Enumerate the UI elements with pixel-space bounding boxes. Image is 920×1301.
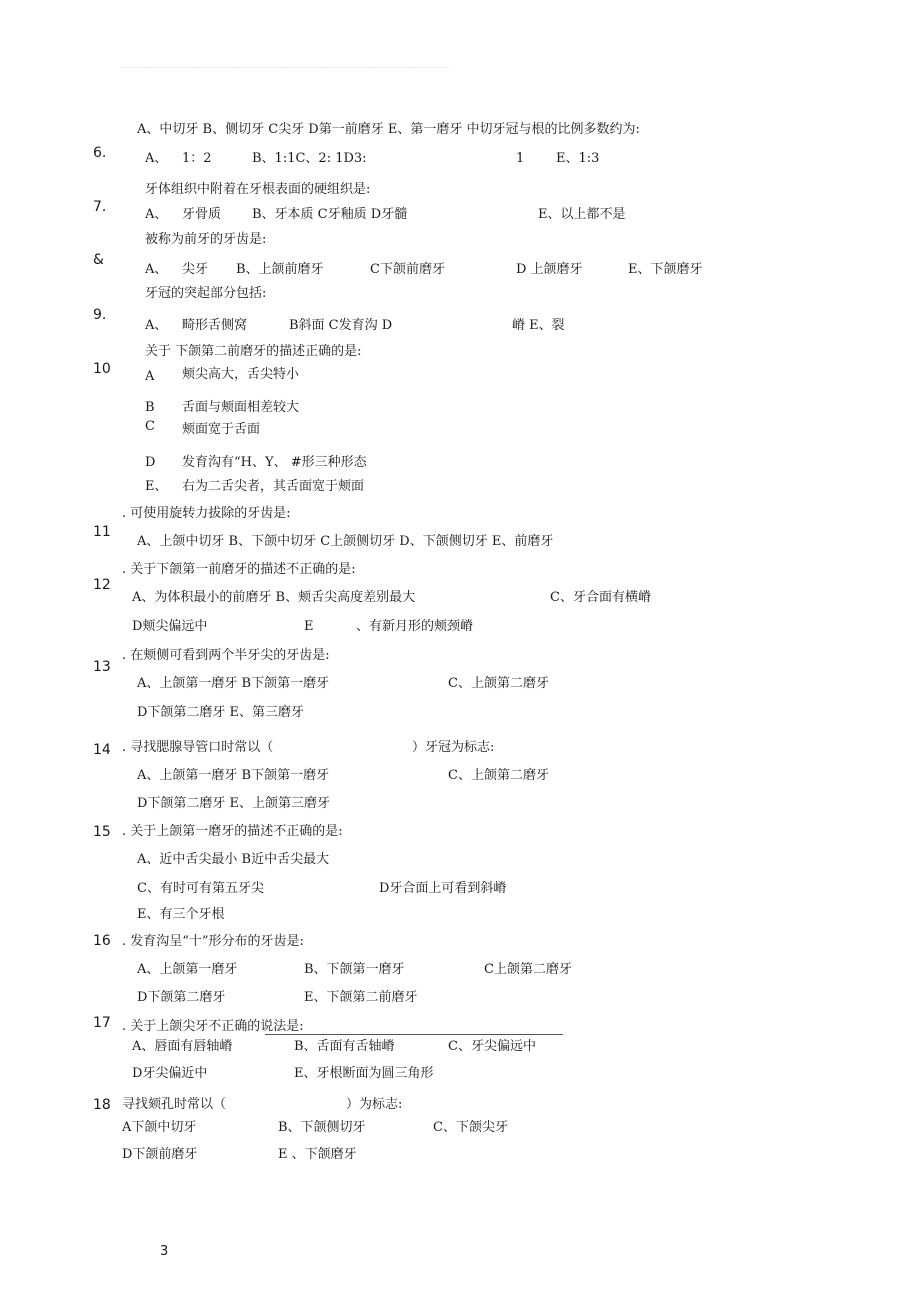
text-line: C bbox=[145, 419, 155, 434]
text-line: D下颌第二磨牙 E、上颌第三磨牙 bbox=[137, 796, 331, 811]
text-line: C、牙合面有横嵴 bbox=[550, 590, 651, 605]
text-line: 被称为前牙的牙齿是: bbox=[145, 232, 267, 247]
question-number: 18 bbox=[93, 1097, 111, 1113]
text-line: B、下颌侧切牙 bbox=[278, 1120, 366, 1135]
text-line: D bbox=[145, 455, 156, 470]
question-number: & bbox=[93, 252, 104, 268]
text-line: 颊尖高大，舌尖特小 bbox=[182, 367, 300, 382]
text-line: A、上颌第一磨牙 B下颌第一磨牙 bbox=[137, 676, 330, 691]
text-line: E、以上都不是 bbox=[538, 207, 626, 222]
text-line: 牙冠的突起部分包括: bbox=[145, 286, 267, 301]
text-line: B斜面 C发育沟 D bbox=[289, 318, 393, 333]
text-line: . 寻找腮腺导管口时常以（ bbox=[122, 740, 274, 755]
text-line: 畸形舌侧窝 bbox=[182, 318, 248, 333]
text-line: E、 bbox=[145, 479, 168, 494]
text-line: 舌面与颊面相差较大 bbox=[182, 400, 300, 415]
text-line: A、上颌第一磨牙 bbox=[137, 962, 238, 977]
text-line: A、 bbox=[145, 151, 168, 166]
text-line: . 关于下颌第一前磨牙的描述不正确的是: bbox=[122, 562, 356, 577]
text-line: E、下颌第二前磨牙 bbox=[304, 990, 418, 1005]
text-line: . 可使用旋转力拔除的牙齿是: bbox=[122, 506, 291, 521]
text-line: B bbox=[145, 400, 155, 415]
question-number: 13 bbox=[93, 659, 111, 675]
question-number: 15 bbox=[93, 824, 111, 840]
text-line: 牙骨质 bbox=[182, 207, 222, 222]
text-line: E bbox=[304, 619, 314, 634]
text-line: B、上颌前磨牙 bbox=[236, 262, 324, 277]
text-line: A、为体积最小的前磨牙 B、颊舌尖高度差别最大 bbox=[132, 590, 416, 605]
text-line: B、下颌第一磨牙 bbox=[304, 962, 405, 977]
text-line: E、牙根断面为圆三角形 bbox=[294, 1066, 434, 1081]
text-line: 寻找颏孔时常以（ bbox=[122, 1097, 227, 1112]
text-line: C、有时可有第五牙尖 bbox=[137, 881, 264, 896]
question-number: 12 bbox=[93, 577, 111, 593]
text-line: D下颌第二磨牙 bbox=[137, 990, 226, 1005]
text-line: A、唇面有唇轴嵴 bbox=[132, 1039, 233, 1054]
text-line: ）牙冠为标志: bbox=[412, 740, 495, 755]
question-number: 6. bbox=[93, 145, 107, 161]
text-line: . 关于上颌尖牙不正确的说法是: bbox=[122, 1019, 304, 1034]
question-number: 9. bbox=[93, 307, 107, 323]
text-line: 、有新月形的颊颈嵴 bbox=[356, 619, 474, 634]
text-line: 尖牙 bbox=[182, 262, 209, 277]
text-line: C、牙尖偏远中 bbox=[448, 1039, 536, 1054]
text-line: . 发育沟呈“十”形分布的牙齿是: bbox=[122, 934, 304, 949]
question-number: 10 bbox=[93, 361, 111, 377]
question-number: 14 bbox=[93, 742, 111, 758]
text-line: 颊面宽于舌面 bbox=[182, 422, 261, 437]
text-line: D下颌前磨牙 bbox=[122, 1147, 198, 1162]
text-line: 右为二舌尖者，其舌面宽于颊面 bbox=[182, 479, 365, 494]
text-line: C、下颌尖牙 bbox=[433, 1120, 508, 1135]
page-header-text: ……………………………………………………………………………………………………………………………………………………………… bbox=[120, 64, 450, 70]
text-line: A、 bbox=[145, 318, 168, 333]
text-line: 牙体组织中附着在牙根表面的硬组织是: bbox=[145, 182, 371, 197]
text-line: E、下颌磨牙 bbox=[628, 262, 703, 277]
question-number: 16 bbox=[93, 933, 111, 949]
text-line: A、上颌中切牙 B、下颌中切牙 C上颌侧切牙 D、下颌侧切牙 E、前磨牙 bbox=[137, 534, 554, 549]
text-line: C下颌前磨牙 bbox=[370, 262, 445, 277]
text-line: C上颌第二磨牙 bbox=[484, 962, 572, 977]
text-line: . 在颊侧可看到两个半牙尖的牙齿是: bbox=[122, 648, 330, 663]
text-line: A、近中舌尖最小 B近中舌尖最大 bbox=[137, 852, 330, 867]
text-line: 关于 下颌第二前磨牙的描述正确的是: bbox=[145, 344, 362, 359]
question-number: 17 bbox=[93, 1015, 111, 1031]
text-line: 嵴 E、裂 bbox=[512, 318, 565, 333]
text-line: B、1:1C、2: 1D3: bbox=[252, 151, 367, 166]
text-line: D下颌第二磨牙 E、第三磨牙 bbox=[137, 705, 305, 720]
text-line: D牙合面上可看到斜嵴 bbox=[379, 881, 507, 896]
text-line: 1 bbox=[516, 151, 525, 166]
text-line: A、 bbox=[145, 207, 168, 222]
text-line: C、上颌第二磨牙 bbox=[448, 768, 549, 783]
text-line: B、舌面有舌轴嵴 bbox=[294, 1039, 395, 1054]
text-line: E、有三个牙根 bbox=[137, 907, 225, 922]
text-line: A bbox=[145, 369, 155, 384]
text-line: D 上颌磨牙 bbox=[516, 262, 583, 277]
text-line: A、中切牙 B、侧切牙 C尖牙 D第一前磨牙 E、第一磨牙 中切牙冠与根的比例多数约为: bbox=[137, 122, 640, 137]
question-number: 11 bbox=[93, 524, 111, 540]
text-line: A下颌中切牙 bbox=[122, 1120, 197, 1135]
text-line: C、上颌第二磨牙 bbox=[448, 676, 549, 691]
text-line: A、 bbox=[145, 262, 168, 277]
text-line: 1：2 bbox=[182, 151, 212, 166]
text-line: E 、下颌磨牙 bbox=[278, 1147, 357, 1162]
question-number: 7. bbox=[93, 199, 107, 215]
text-line: ）为标志: bbox=[346, 1097, 403, 1112]
text-line: D牙尖偏近中 bbox=[132, 1066, 208, 1081]
text-line: D颊尖偏远中 bbox=[132, 619, 208, 634]
text-line: A、上颌第一磨牙 B下颌第一磨牙 bbox=[137, 768, 330, 783]
text-line: . 关于上颌第一磨牙的描述不正确的是: bbox=[122, 824, 343, 839]
underline-q17 bbox=[265, 1034, 563, 1035]
text-line: 发育沟有“H、Y、 #形三种形态 bbox=[182, 455, 367, 470]
page-number: 3 bbox=[160, 1244, 169, 1259]
text-line: E、1:3 bbox=[556, 151, 600, 166]
text-line: B、牙本质 C牙釉质 D牙髓 bbox=[252, 207, 408, 222]
